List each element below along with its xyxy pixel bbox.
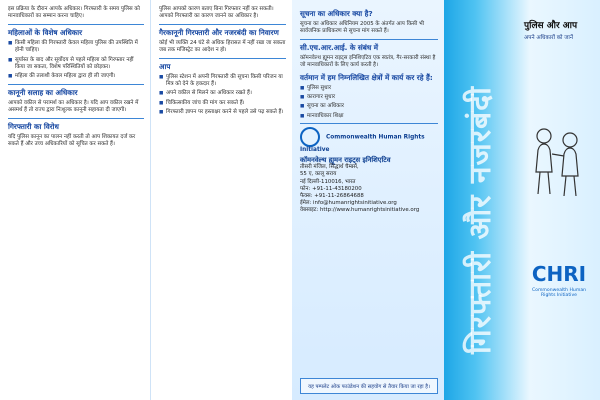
you-right-item: ■ गिरफ्तारी ज्ञापन पर हस्ताक्षर करने से पहले उसे पढ़ सकते हैं। — [159, 109, 286, 116]
chri-emblem-icon — [300, 127, 320, 147]
arrest-protest-text: यदि पुलिस कानून का पालन नहीं करती तो आप शिकायत दर्ज कर सकते हैं और उच्च अधिकारियों को सूचित कर सकते हैं। — [8, 133, 136, 148]
rti-text: सूचना का अधिकार अधिनियम 2005 के अंतर्गत आप किसी भी सार्वजनिक प्राधिकरण से सूचना मांग सकते हैं। — [300, 21, 425, 35]
chri-logo — [524, 262, 594, 298]
you-right-item: ■ अपने वकील से मिलने का अधिकार रखते हैं। — [159, 90, 286, 97]
divider — [8, 118, 144, 119]
about-chri-text: कॉमनवेल्थ ह्यूमन राइट्स इनिशिएटिव एक स्वतंत्र, गैर-सरकारी संस्था है जो मानवाधिकारों के लिए कार्य करती है। — [300, 54, 436, 69]
cover-subtitle: अपने अधिकारों को जानें — [524, 35, 573, 41]
panel-1 — [0, 0, 150, 400]
panel-1-intro: इस प्रक्रिया के दौरान आपके अधिकार। गिरफ्तारी के समय पुलिस को मानवाधिकारों का सम्मान करना चाहिए। — [8, 6, 140, 20]
heading-women-rights: महिलाओं के विशेष अधिकार — [8, 27, 83, 37]
cover-panel — [444, 0, 600, 400]
work-area-item: ■ सूचना का अधिकार — [300, 103, 438, 110]
you-right-item: ■ पुलिस स्टेशन में अपनी गिरफ्तारी की सूचना किसी परिजन या मित्र को देने के हकदार हैं। — [159, 74, 286, 89]
women-rights-item: ■ महिला की तलाशी केवल महिला द्वारा ही ली जाएगी। — [8, 73, 144, 80]
divider — [8, 84, 144, 85]
women-rights-item: ■ सूर्यास्त के बाद और सूर्योदय से पहले महिला को गिरफ्तार नहीं किया जा सकता, विशेष परिस्थितियों को छोड़कर। — [8, 57, 144, 72]
heading-about-chri: सी.एच.आर.आई. के संबंध में — [300, 42, 379, 52]
address-line: तीसरी मंजिल, सिद्धार्थ चैम्बर्स, — [300, 164, 359, 171]
address-line: नई दिल्ली-110016, भारत — [300, 178, 356, 185]
cover-title-box — [524, 18, 594, 41]
heading-illegal-detention: गैरकानूनी गिरफ्तारी और नजरबंदी का निवारण — [159, 27, 279, 37]
address-line: 55 ए, कालू सराय — [300, 171, 337, 178]
illegal-detention-text: कोई भी व्यक्ति 24 घंटे से अधिक हिरासत में नहीं रखा जा सकता जब तक मजिस्ट्रेट का आदेश न हो। — [159, 39, 286, 54]
work-area-item: ■ कारागार सुधार — [300, 94, 438, 101]
heading-you: आप — [159, 61, 171, 71]
women-rights-item: ■ किसी महिला की गिरफ्तारी केवल महिला पुलिस की उपस्थिति में होनी चाहिए। — [8, 40, 144, 55]
fax-line: फैक्स: +91-11-26864688 — [300, 193, 364, 200]
heading-legal-advice: कानूनी सलाह का अधिकार — [8, 87, 78, 97]
panel-2-intro: पुलिस आपको कारण बताए बिना गिरफ्तार नहीं कर सकती। आपको गिरफ्तारी का कारण जानने का अधिकार है। — [159, 6, 274, 20]
org-name-english — [300, 127, 438, 153]
website-line[interactable]: वेबसाइट: http://www.humanrightsinitiative.org — [300, 207, 420, 214]
work-area-item: ■ पुलिस सुधार — [300, 85, 438, 92]
panel-2 — [150, 0, 292, 400]
org-name-english-text: Commonwealth Human Rights Initiative — [300, 134, 425, 154]
vertical-title: गिरफ्तारी और नजरबंदी — [463, 86, 498, 354]
phone-line: फोन: +91-11-43180200 — [300, 185, 362, 192]
divider — [300, 39, 438, 40]
legal-advice-text: आपको वकील से परामर्श का अधिकार है। यदि आप वकील रखने में असमर्थ हैं तो राज्य द्वारा निःशुल्क कानूनी सहायता दी जाएगी। — [8, 99, 139, 114]
email-line[interactable]: ईमेल: info@humanrightsinitiative.org — [300, 200, 397, 207]
heading-current-work: वर्तमान में हम निम्नलिखित क्षेत्रों में कार्य कर रहे हैं: — [300, 72, 433, 82]
divider — [300, 123, 438, 124]
chri-logo-tagline: Commonwealth Human Rights Initiative — [531, 288, 587, 298]
panel-3 — [292, 0, 444, 400]
funding-note: यह पम्पलेट ओक फाउंडेशन की सहयोग से तैयार किया जा रहा है। — [300, 378, 438, 394]
cover-title: पुलिस और आप — [524, 21, 578, 31]
org-name-hindi: कॉमनवेल्थ ह्यूमन राइट्स इनिशिएटिव — [300, 156, 391, 165]
work-area-item: ■ मानवाधिकार शिक्षा — [300, 113, 438, 120]
divider — [8, 24, 144, 25]
heading-arrest-protest: गिरफ्तारी का विरोध — [8, 121, 59, 131]
divider — [159, 24, 286, 25]
police-cartoon-illustration — [530, 120, 586, 200]
you-right-item: ■ चिकित्सकीय जांच की मांग कर सकते हैं। — [159, 100, 286, 107]
divider — [159, 58, 286, 59]
chri-logo-mark: CHRI — [531, 262, 587, 286]
heading-rti: सूचना का अधिकार क्या है? — [300, 9, 373, 18]
